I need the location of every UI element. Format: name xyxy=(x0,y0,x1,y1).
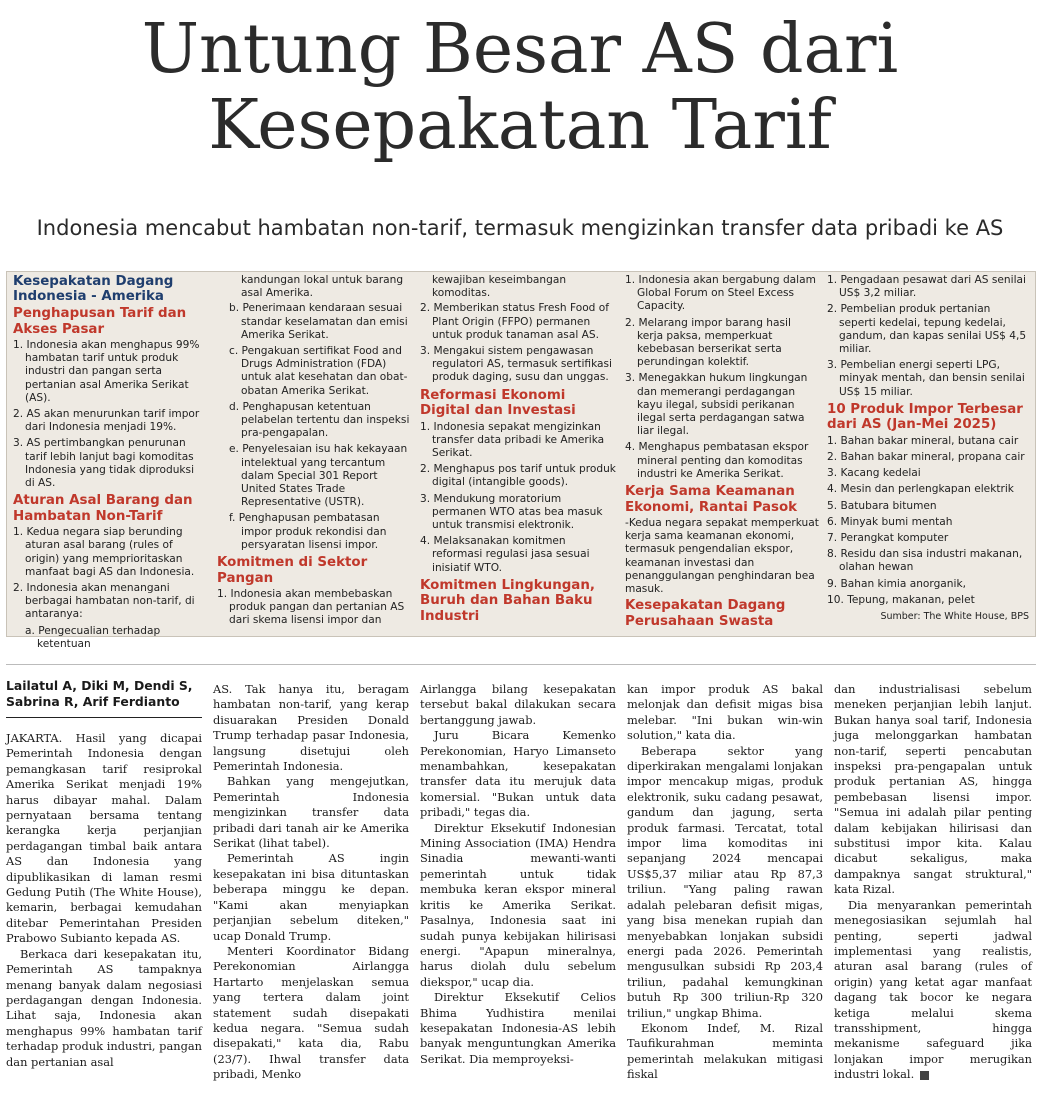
headline-line-2: Kesepakatan Tarif xyxy=(208,86,832,165)
list-item: 1. Indonesia akan menghapus 99% hambatan tarif untuk produk industri dan pangan serta pertanian asal Amerika Serikat (AS). xyxy=(13,339,200,404)
article-paragraph-text: Dia menyarankan pemerintah menegosiasikan sejumlah hal penting, seperti jadwal implementasi yang realistis, aturan asal barang (rules of origin) yang ketat agar manfaat dagang tak bocor ke negara ketiga melalui skema transshipment, hingga mekanisme safeguard jika lonjakan impor merugikan industri lokal. xyxy=(834,897,1032,1082)
article-paragraph: kan impor produk AS bakal melonjak dan defisit migas bisa melebar. "Ini bukan win-win solution," kata dia. xyxy=(627,682,823,743)
list-item: 2. Pembelian produk pertanian seperti kedelai, tepung kedelai, gandum, dan kapas senilai US$ 4,5 miliar. xyxy=(827,303,1027,356)
info-column-1 xyxy=(13,274,203,654)
top-import-item: 2. Bahan bakar mineral, propana cair xyxy=(827,451,1025,464)
top-import-item: 6. Minyak bumi mentah xyxy=(827,515,953,528)
info-column-3 xyxy=(420,274,616,626)
article-column-1 xyxy=(6,731,202,1070)
byline-line-1: Lailatul A, Diki M, Dendi S, xyxy=(6,678,193,693)
section-heading: Reformasi Ekonomi Digital dan Investasi xyxy=(420,387,576,419)
list-item: 3. AS pertimbangkan penurunan tarif lebih lanjut bagi komoditas Indonesia yang tidak diproduksi di AS. xyxy=(13,437,195,490)
section-heading: Komitmen Lingkungan, Buruh dan Bahan Baku Industri xyxy=(420,577,595,624)
article-paragraph: Menteri Koordinator Bidang Perekonomian Airlangga Hartarto menjelaskan semua yang tertera dalam joint statement sudah disepakati kedua negara. "Semua sudah disepakati," kata dia, Rabu (23/7). Ihwal transfer data pribadi, Menko xyxy=(213,943,409,1082)
list-item: 2. Indonesia akan menangani berbagai hambatan non-tarif, di antaranya: xyxy=(13,582,195,621)
section-divider xyxy=(6,664,1036,665)
list-item: 4. Menghapus pembatasan ekspor mineral penting dan komoditas industri ke Amerika Serikat. xyxy=(625,441,809,480)
section-heading: Kerja Sama Keamanan Ekonomi, Rantai Pasok xyxy=(625,484,798,515)
list-item: 2. Menghapus pos tarif untuk produk digital (intangible goods). xyxy=(420,463,616,489)
top-import-item: 5. Batubara bitumen xyxy=(827,499,937,512)
list-item: 3. Menegakkan hukum lingkungan dan memerangi perdagangan kayu ilegal, subsidi perikanan ilegal serta perdagangan satwa liar ilegal. xyxy=(625,372,808,438)
list-item: 4. Melaksanakan komitmen reformasi regulasi jasa sesuai inisiatif WTO. xyxy=(420,535,590,574)
headline-line-1: Untung Besar AS dari xyxy=(141,10,899,89)
list-subitem-continued: kandungan lokal untuk barang asal Amerika. xyxy=(241,274,404,300)
article-paragraph: Beberapa sektor yang diperkirakan mengalami lonjakan impor mencakup migas, produk elektronik, suku cadang pesawat, gandum dan jagung, serta produk farmasi. Tercatat, total impor lima komoditas ini sepanjang 2024 mencapai US$5,37 miliar atau Rp 87,3 triliun. "Yang paling rawan adalah pelebaran defisit migas, yang bisa menekan rupiah dan menyebabkan lonjakan subsidi energi pada 2026. Pemerintah mengusulkan subsidi Rp 203,4 triliun, padahal kemungkinan butuh Rp 300 triliun-Rp 320 triliun," ungkap Bhima. xyxy=(627,743,823,1020)
article-paragraph: Direktur Eksekutif Indonesian Mining Association (IMA) Hendra Sinadia mewanti-wanti pemerintah untuk tidak membuka keran ekspor mineral kritis ke Amerika Serikat. Pasalnya, Indonesia saat ini sudah punya kebijakan hilirisasi energi. "Apapun mineralnya, harus diolah dulu sebelum diekspor," ucap dia. xyxy=(420,820,616,989)
top-import-item: 3. Kacang kedelai xyxy=(827,467,921,480)
section-heading: 10 Produk Impor Terbesar dari AS (Jan-Mei 2025) xyxy=(827,401,1023,433)
top-import-item: 1. Bahan bakar mineral, butana cair xyxy=(827,434,1019,447)
article-column-5 xyxy=(834,682,1032,1083)
article-paragraph: AS. Tak hanya itu, beragam hambatan non-tarif, yang kerap disuarakan Presiden Donald Trump terhadap pasar Indonesia, langsung disetujui oleh Pemerintah Indonesia. xyxy=(213,682,409,774)
list-item: 1. Pengadaan pesawat dari AS senilai US$ 3,2 miliar. xyxy=(827,274,1026,300)
list-subitem: a. Pengecualian terhadap ketentuan xyxy=(25,624,161,650)
list-subitem: f. Penghapusan pembatasan impor produk rekondisi dan persyaratan lisensi impor. xyxy=(229,512,387,551)
article-paragraph: Bahkan yang mengejutkan, Pemerintah Indonesia mengizinkan transfer data pribadi dari tanah air ke Amerika Serikat (lihat tabel). xyxy=(213,774,409,851)
info-box-title: Kesepakatan Dagang Indonesia - Amerika xyxy=(13,274,174,304)
top-import-item: 4. Mesin dan perlengkapan elektrik xyxy=(827,483,1014,496)
info-column-5 xyxy=(827,274,1029,625)
list-subitem: b. Penerimaan kendaraan sesuai standar keselamatan dan emisi Amerika Serikat. xyxy=(229,302,408,341)
article-column-2 xyxy=(213,682,409,1083)
subheadline: Indonesia mencabut hambatan non-tarif, termasuk mengizinkan transfer data pribadi ke AS xyxy=(36,216,1004,240)
info-box xyxy=(6,271,1036,650)
list-item: 2. Memberikan status Fresh Food of Plant Origin (FFPO) permanen untuk produk tanaman asal AS. xyxy=(420,302,609,341)
list-item: 3. Mengakui sistem pengawasan regulatori AS, termasuk sertifikasi produk daging, susu dan unggas. xyxy=(420,345,612,384)
section-heading: Kesepakatan Dagang Perusahaan Swasta xyxy=(625,598,786,629)
section-heading: Aturan Asal Barang dan Hambatan Non-Tarif xyxy=(13,493,193,524)
list-item: 3. Mendukung moratorium permanen WTO atas bea masuk untuk transmisi elektronik. xyxy=(420,492,603,532)
list-item: 1. Indonesia akan bergabung dalam Global Forum on Steel Excess Capacity. xyxy=(625,274,816,313)
list-subitem: d. Penghapusan ketentuan pelabelan tertentu dan inspeksi pra-pengapalan. xyxy=(229,400,410,440)
article-paragraph: Juru Bicara Kemenko Perekonomian, Haryo Limanseto menambahkan, kesepakatan transfer data itu merujuk data komersial. "Bukan untuk data pribadi," tegas dia. xyxy=(420,728,616,820)
section-heading: Penghapusan Tarif dan Akses Pasar xyxy=(13,306,187,337)
article-paragraph: Airlangga bilang kesepakatan tersebut bakal dilakukan secara bertanggung jawab. xyxy=(420,682,616,727)
headline xyxy=(0,0,1040,164)
article-paragraph xyxy=(834,898,1032,1083)
source-note: Sumber: The White House, BPS xyxy=(880,611,1029,623)
list-item: 1. Indonesia sepakat mengizinkan transfer data pribadi ke Amerika Serikat. xyxy=(420,420,605,460)
list-item: 1. Kedua negara siap berunding aturan asal barang (rules of origin) yang memprioritaskan manfaat bagi AS dan Indonesia. xyxy=(13,526,195,578)
article-paragraph: Berkaca dari kesepakatan itu, Pemerintah AS tampaknya menang banyak dalam negosiasi perdagangan dengan Indonesia. Lihat saja, Indonesia akan menghapus 99% hambatan tarif terhadap produk industri, pangan dan pertanian asal xyxy=(6,946,202,1069)
section-heading: Komitmen di Sektor Pangan xyxy=(217,555,368,586)
end-of-article-icon xyxy=(920,1071,929,1080)
list-item: 2. Melarang impor barang hasil kerja paksa, memperkuat kebebasan berserikat serta perundingan kolektif. xyxy=(625,316,791,369)
article-paragraph: Ekonom Indef, M. Rizal Taufikurahman meminta pemerintah melakukan mitigasi fiskal xyxy=(627,1020,823,1082)
top-import-item: 7. Perangkat komputer xyxy=(827,532,949,545)
section-text: -Kedua negara sepakat memperkuat kerja sama keamanan ekonomi, termasuk pengendalian ekspor, keamanan investasi dan penanggulangan penghindaran bea masuk. xyxy=(625,517,819,596)
info-column-2 xyxy=(217,274,413,631)
top-import-item: 8. Residu dan sisa industri makanan, olahan hewan xyxy=(827,548,1023,574)
list-subitem: e. Penyelesaian isu hak kekayaan intelektual yang tercantum dalam Special 301 Report United States Trade Representative (USTR). xyxy=(229,443,408,509)
list-item: 3. Pembelian energi seperti LPG, minyak mentah, dan bensin senilai US$ 15 miliar. xyxy=(827,359,1025,398)
top-import-item: 10. Tepung, makanan, pelet xyxy=(827,593,975,606)
article-paragraph: Pemerintah AS ingin kesepakatan ini bisa dituntaskan beberapa minggu ke depan. "Kami akan menyiapkan perjanjian sebelum diteken," ucap Donald Trump. xyxy=(213,851,409,943)
list-item: 1. Indonesia akan membebaskan produk pangan dan pertanian AS dari skema lisensi impor dan xyxy=(217,588,405,627)
article-paragraph: JAKARTA. Hasil yang dicapai Pemerintah Indonesia dengan pemangkasan tarif resiprokal Amerika Serikat menjadi 19% harus dibayar mahal. Dalam pernyataan bersama tentang kerangka kerja perjanjian perdagangan timbal baik antara AS dan Indonesia yang dipublikasikan di laman resmi Gedung Putih (The White House), kemarin, berbagai kemudahan ditebar Pemerintahan Presiden Prabowo Subianto kepada AS. xyxy=(6,731,202,946)
article-paragraph: Direktur Eksekutif Celios Bhima Yudhistira menilai kesepakatan Indonesia-AS lebih banyak menguntungkan Amerika Serikat. Dia memproyeksi- xyxy=(420,990,616,1066)
byline xyxy=(6,678,202,718)
top-import-item: 9. Bahan kimia anorganik, xyxy=(827,577,966,590)
list-subitem: c. Pengakuan sertifikat Food and Drugs Administration (FDA) untuk alat kesehatan dan obat-obatan Amerika Serikat. xyxy=(229,345,408,397)
article-column-3 xyxy=(420,682,616,1067)
article-paragraph: dan industrialisasi sebelum meneken perjanjian lebih lanjut. Bukan hanya soal tarif, Indonesia juga melonggarkan hambatan non-tarif, seperti pencabutan inspeksi pra-pengapalan untuk produk pertanian AS, hingga pembebasan lisensi impor. "Semua ini adalah pilar penting dalam kebijakan hilirisasi dan substitusi impor kita. Kalau dicabut sekaligus, maka dampaknya sangat struktural," kata Rizal. xyxy=(834,682,1032,897)
list-item: 2. AS akan menurunkan tarif impor dari Indonesia menjadi 19%. xyxy=(13,408,200,434)
byline-line-2: Sabrina R, Arif Ferdianto xyxy=(6,694,180,709)
list-item-continued: kewajiban keseimbangan komoditas. xyxy=(432,274,567,300)
info-column-4 xyxy=(625,274,819,631)
article-column-4 xyxy=(627,682,823,1083)
